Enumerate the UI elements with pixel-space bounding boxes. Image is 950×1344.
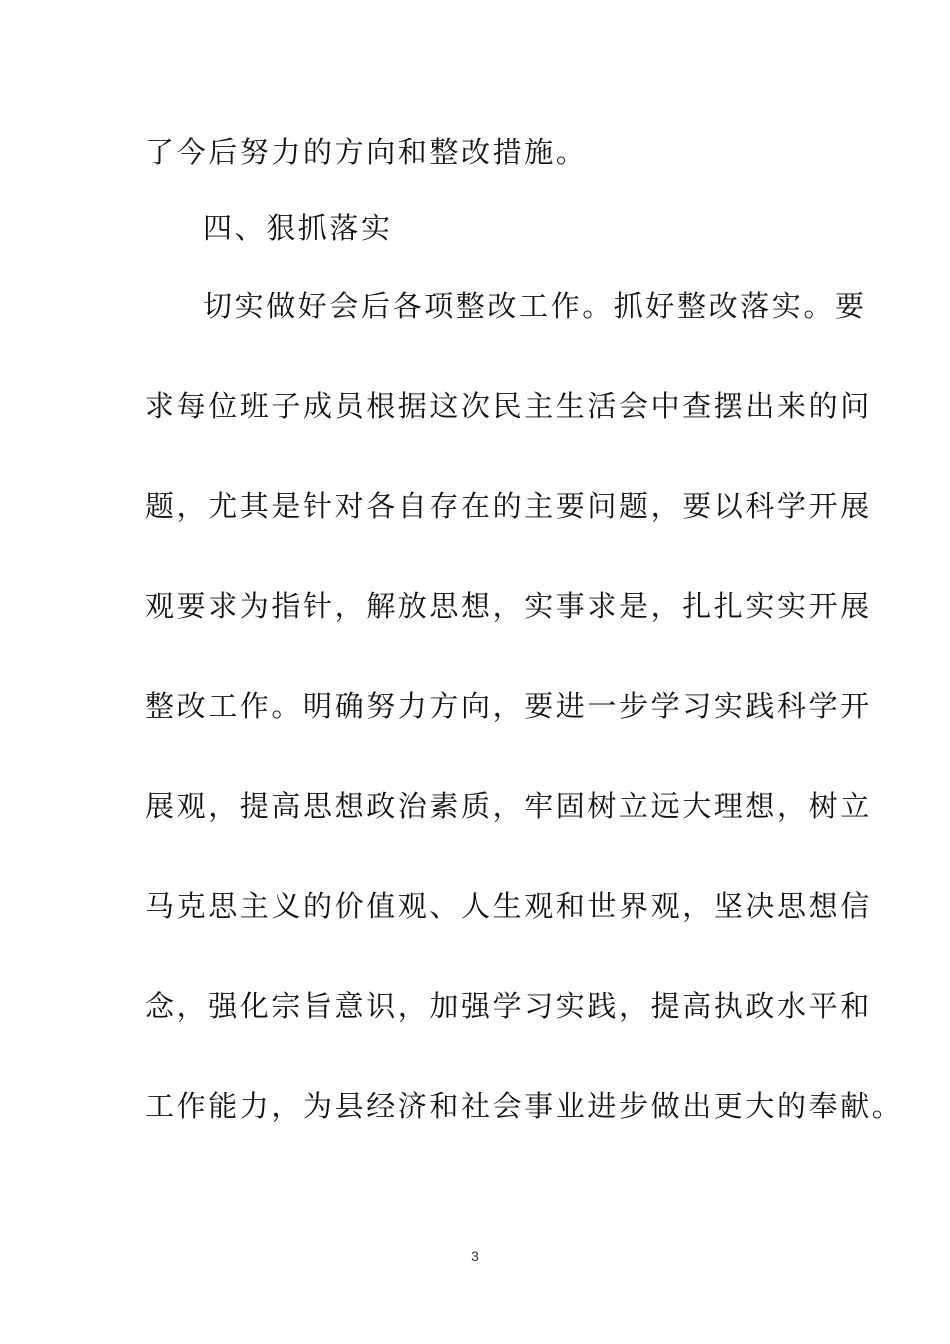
page-number: 3	[471, 1248, 479, 1264]
body-line-11: 工作能力，为县经济和社会事业进步做出更大的奉献。	[145, 1089, 904, 1123]
body-line-4: 求每位班子成员根据这次民主生活会中查摆出来的问	[145, 389, 872, 423]
body-line-1: 了今后努力的方向和整改措施。	[145, 135, 588, 169]
body-line-5: 题，尤其是针对各自存在的主要问题，要以科学开展	[145, 489, 872, 523]
paragraph-first-line: 切实做好会后各项整改工作。抓好整改落实。要	[203, 289, 867, 323]
body-line-10: 念，强化宗旨意识，加强学习实践，提高执政水平和	[145, 989, 872, 1023]
body-line-8: 展观，提高思想政治素质，牢固树立远大理想，树立	[145, 789, 872, 823]
body-line-7: 整改工作。明确努力方向，要进一步学习实践科学开	[145, 689, 872, 723]
body-line-9: 马克思主义的价值观、人生观和世界观，坚决思想信	[145, 889, 872, 923]
section-heading: 四、狠抓落实	[203, 211, 393, 245]
body-line-6: 观要求为指针，解放思想，实事求是，扎扎实实开展	[145, 589, 872, 623]
